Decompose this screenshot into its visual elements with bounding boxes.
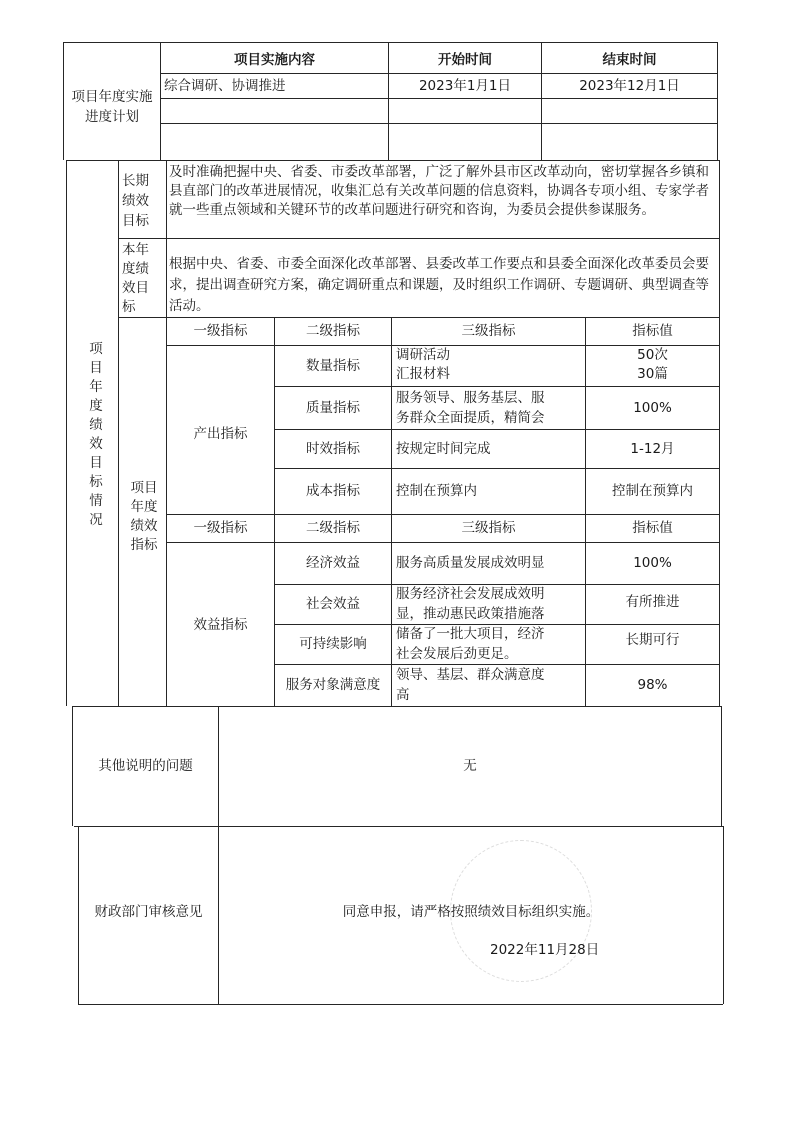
benefit-level3-satisfaction: 领导、基层、群众满意度 高 bbox=[396, 667, 545, 703]
header-start: 开始时间 bbox=[438, 52, 492, 68]
header-end: 结束时间 bbox=[602, 52, 657, 68]
benefit-level3-social: 服务经济社会发展成效明 显，推动惠民政策措施落 bbox=[396, 586, 545, 622]
output-level2-quality: 质量指标 bbox=[306, 400, 360, 416]
benefit-level3-economic: 服务高质量发展成效明显 bbox=[396, 555, 545, 571]
output-value-cost: 控制在预算内 bbox=[612, 483, 693, 499]
header-level3-2: 三级指标 bbox=[461, 520, 516, 536]
other-issues-value: 无 bbox=[463, 758, 477, 774]
schedule-section-label: 项目年度实施进度计划 bbox=[71, 89, 153, 125]
output-level3-timeliness: 按规定时间完成 bbox=[396, 441, 491, 457]
output-level3-cost: 控制在预算内 bbox=[396, 483, 477, 499]
benefit-value-social: 有所推进 bbox=[625, 594, 680, 610]
schedule-content-1: 综合调研、协调推进 bbox=[164, 78, 286, 94]
header-content: 项目实施内容 bbox=[234, 52, 315, 68]
header-level3: 三级指标 bbox=[461, 323, 516, 339]
output-level3-quality: 服务领导、服务基层、服 务群众全面提质，精简会 bbox=[396, 390, 545, 426]
output-level2-quantity: 数量指标 bbox=[306, 358, 360, 374]
finance-opinion-date: 2022年11月28日 bbox=[490, 942, 600, 958]
long-term-goal-text: 及时准确把握中央、省委、市委改革部署，广泛了解外县市区改革动向，密切掌握各乡镇和县直部门的改革进展情况，收集汇总有关改革问题的信息资料，协调各专项小组、专家学者就一些重点领域和关键环节的改革问题进行研究和咨询，为委员会提供参谋服务。 bbox=[169, 164, 709, 218]
output-level3-quantity: 调研活动 汇报材料 bbox=[396, 347, 450, 382]
benefit-level2-economic: 经济效益 bbox=[306, 555, 360, 571]
indicators-label: 项目年度绩效指标 bbox=[130, 480, 158, 553]
schedule-start-1: 2023年1月1日 bbox=[418, 78, 512, 94]
output-value-quantity: 50次 30篇 bbox=[637, 347, 668, 382]
header-value-2: 指标值 bbox=[632, 520, 673, 536]
other-issues-label: 其他说明的问题 bbox=[98, 758, 193, 774]
output-value-timeliness: 1-12月 bbox=[630, 441, 675, 457]
output-value-quality: 100% bbox=[633, 400, 672, 416]
long-term-goal-label: 长期绩效目标 bbox=[122, 173, 149, 229]
benefit-value-satisfaction: 98% bbox=[637, 677, 668, 693]
benefit-level1: 效益指标 bbox=[193, 617, 248, 633]
output-level1: 产出指标 bbox=[193, 426, 248, 442]
annual-goal-label: 本年度绩效目标 bbox=[122, 242, 149, 315]
benefit-level2-sustain: 可持续影响 bbox=[299, 636, 367, 652]
header-value: 指标值 bbox=[632, 323, 673, 339]
header-level2: 二级指标 bbox=[306, 323, 360, 339]
finance-opinion-text: 同意申报，请严格按照绩效目标组织实施。 bbox=[342, 904, 600, 920]
benefit-value-economic: 100% bbox=[633, 555, 672, 571]
finance-opinion-label: 财政部门审核意见 bbox=[94, 904, 203, 920]
header-level2-2: 二级指标 bbox=[306, 520, 360, 536]
schedule-end-1: 2023年12月1日 bbox=[579, 78, 680, 94]
benefit-level2-social: 社会效益 bbox=[306, 596, 360, 612]
output-level2-cost: 成本指标 bbox=[306, 483, 360, 499]
header-level1-2: 一级指标 bbox=[193, 520, 248, 536]
benefit-level2-satisfaction: 服务对象满意度 bbox=[285, 677, 381, 693]
benefit-level3-sustain: 储备了一批大项目，经济 社会发展后劲更足。 bbox=[396, 626, 545, 662]
output-level2-timeliness: 时效指标 bbox=[306, 441, 360, 457]
benefit-value-sustain: 长期可行 bbox=[625, 632, 680, 648]
annual-goal-text: 根据中央、省委、市委全面深化改革部署、县委改革工作要点和县委全面深化改革委员会要求，提出调查研究方案，确定调研重点和课题，及时组织工作调研、专题调研、典型调查等活动。 bbox=[169, 256, 709, 314]
goals-section-label: 项目年度绩效目标情况 bbox=[89, 341, 103, 528]
header-level1: 一级指标 bbox=[193, 323, 248, 339]
